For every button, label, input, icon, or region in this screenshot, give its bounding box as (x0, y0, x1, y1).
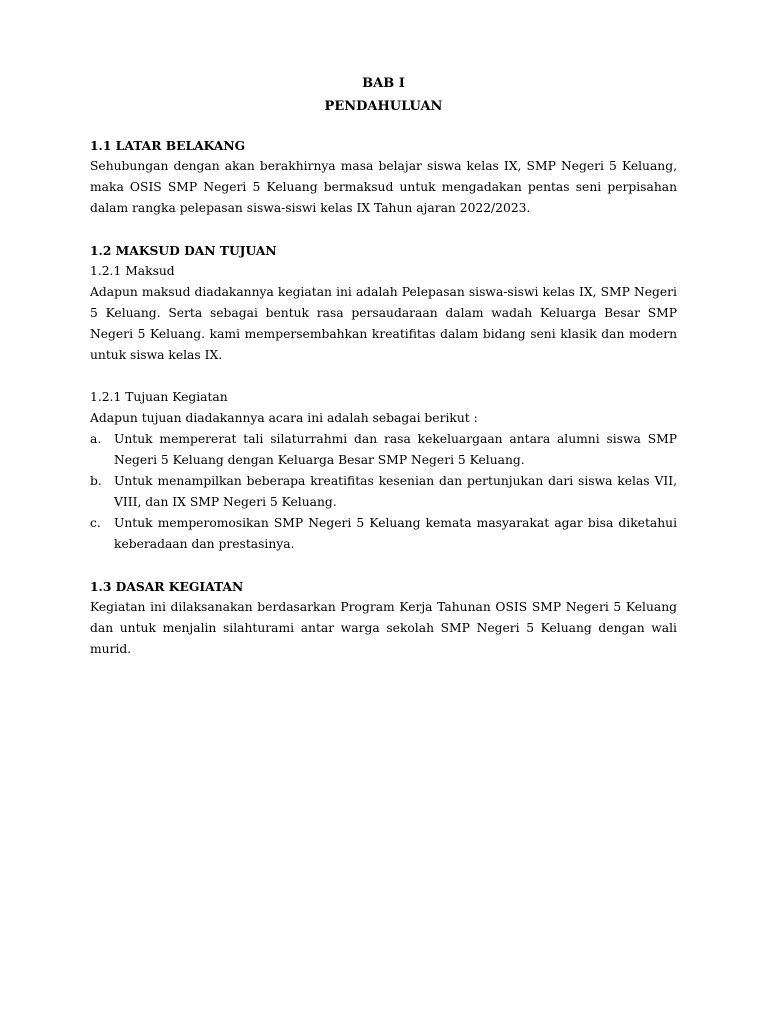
spacer (90, 555, 677, 576)
section-body-dasar-kegiatan: Kegiatan ini dilaksanakan berdasarkan Program Kerja Tahunan OSIS SMP Negeri 5 Keluang dan untuk menjalin silahturami antar warga sekolah SMP Negeri 5 Keluang dengan wali murid. (90, 600, 677, 656)
section-body-latar-belakang: Sehubungan dengan akan berakhirnya masa belajar siswa kelas IX, SMP Negeri 5 Keluang, maka OSIS SMP Negeri 5 Keluang bermaksud untuk mengadakan pentas seni perpisahan dalam rangka pelepasan siswa-siswi kelas IX Tahun ajaran 2022/2023. (90, 159, 677, 215)
list-marker: c. (90, 516, 101, 530)
list-item (90, 471, 677, 513)
tujuan-list (90, 429, 677, 555)
section-heading-dasar-kegiatan: 1.3 DASAR KEGIATAN (90, 579, 244, 594)
chapter-title: PENDAHULUAN (324, 99, 443, 114)
subsection-body-maksud: Adapun maksud diadakannya kegiatan ini adalah Pelepasan siswa-siswi kelas IX, SMP Negeri 5 Keluang. Serta sebagai bentuk rasa persaudaraan dalam wadah Keluarga Besar SMP Negeri 5 Keluang. kami mempersembahkan kreatifitas dalam bidang seni klasik dan modern untuk siswa kelas IX. (90, 285, 677, 362)
list-marker: a. (90, 432, 102, 446)
section-heading-latar-belakang: 1.1 LATAR BELAKANG (90, 138, 246, 153)
spacer (90, 366, 677, 387)
subsection-heading-maksud: 1.2.1 Maksud (90, 264, 175, 278)
tujuan-intro: Adapun tujuan diadakannya acara ini adalah sebagai berikut : (90, 411, 478, 425)
list-item-text: Untuk menampilkan beberapa kreatifitas kesenian dan pertunjukan dari siswa kelas VII, VIII, dan IX SMP Negeri 5 Keluang. (114, 474, 677, 509)
list-item (90, 429, 677, 471)
spacer (90, 219, 677, 240)
list-item-text: Untuk memperomosikan SMP Negeri 5 Keluang kemata masyarakat agar bisa diketahui keberadaan dan prestasinya. (114, 516, 677, 551)
section-heading-maksud-tujuan: 1.2 MAKSUD DAN TUJUAN (90, 243, 277, 258)
chapter-number: BAB I (362, 76, 405, 91)
spacer (90, 118, 677, 135)
document-page (90, 72, 677, 660)
list-item (90, 513, 677, 555)
list-marker: b. (90, 474, 102, 488)
subsection-heading-tujuan: 1.2.1 Tujuan Kegiatan (90, 390, 228, 404)
list-item-text: Untuk mempererat tali silaturrahmi dan rasa kekeluargaan antara alumni siswa SMP Negeri 5 Keluang dengan Keluarga Besar SMP Negeri 5 Keluang. (114, 432, 677, 467)
